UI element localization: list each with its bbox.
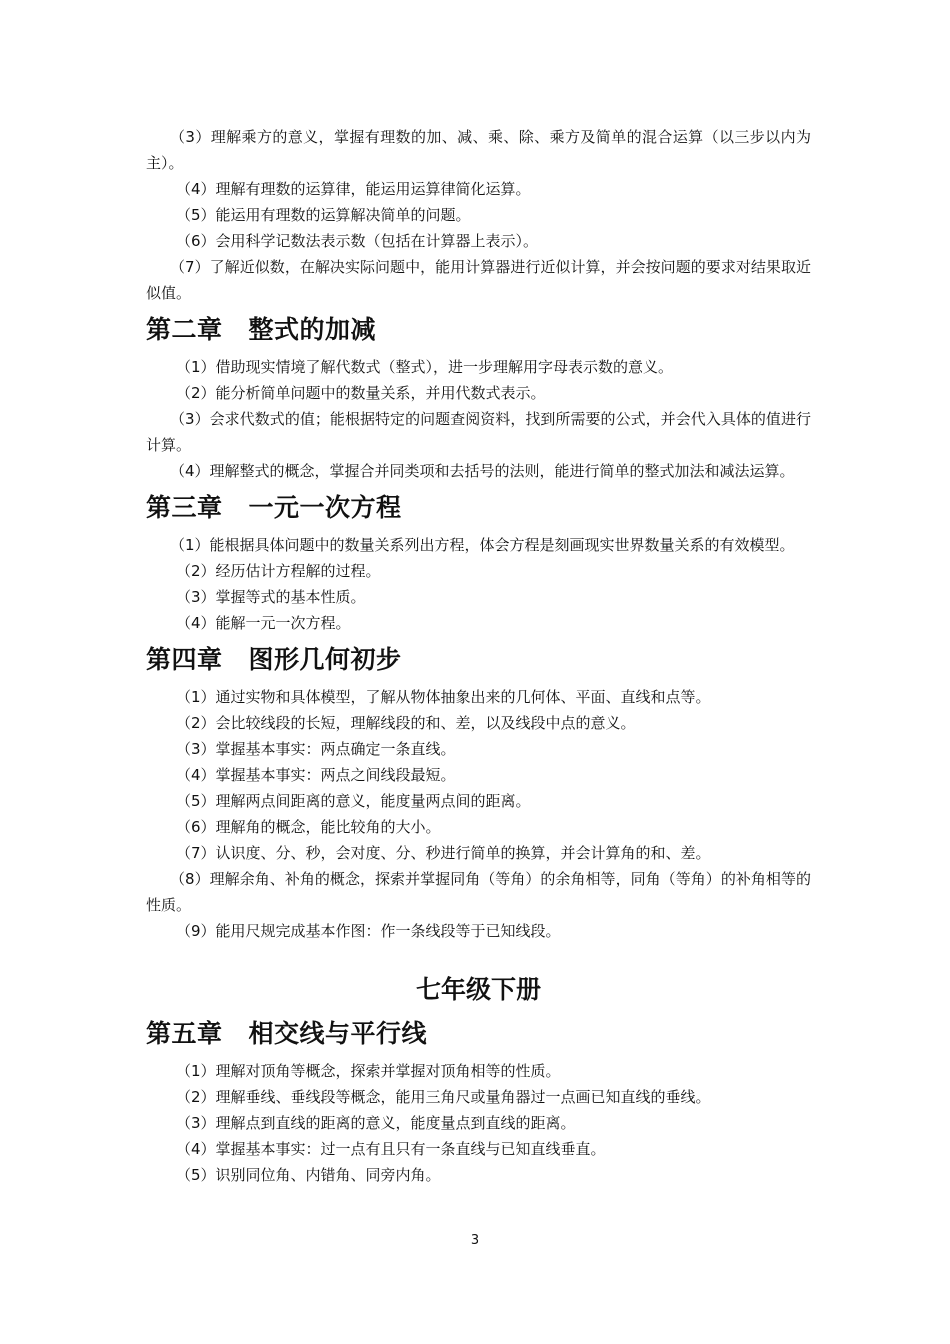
- list-item: （6）理解角的概念，能比较角的大小。: [176, 818, 441, 836]
- list-item: （3）掌握基本事实：两点确定一条直线。: [176, 740, 456, 758]
- chapter-number: 第四章: [146, 645, 223, 674]
- list-item: （1）能根据具体问题中的数量关系列出方程，体会方程是刻画现实世界数量关系的有效模型。: [170, 536, 795, 554]
- list-item: （4）掌握基本事实：过一点有且只有一条直线与已知直线垂直。: [176, 1140, 606, 1158]
- chapter-4-items: [146, 684, 811, 944]
- chapter-number: 第三章: [146, 493, 223, 522]
- chapter-2-items: [146, 354, 811, 484]
- list-item: （1）通过实物和具体模型，了解从物体抽象出来的几何体、平面、直线和点等。: [176, 688, 711, 706]
- page-number: 3: [470, 1233, 480, 1248]
- chapter-title: 一元一次方程: [248, 493, 402, 522]
- list-item: （4）能解一元一次方程。: [176, 614, 351, 632]
- list-item: （6）会用科学记数法表示数（包括在计算器上表示）。: [176, 232, 539, 250]
- list-item: （8）理解余角、补角的概念，探索并掌握同角（等角）的余角相等，同角（等角）的补角相等的性质。: [146, 870, 811, 914]
- chapter-title: 图形几何初步: [248, 645, 402, 674]
- list-item: （4）理解整式的概念，掌握合并同类项和去括号的法则，能进行简单的整式加法和减法运算。: [170, 462, 795, 480]
- list-item: （4）掌握基本事实：两点之间线段最短。: [176, 766, 456, 784]
- list-item: （2）理解垂线、垂线段等概念，能用三角尺或量角器过一点画已知直线的垂线。: [176, 1088, 711, 1106]
- list-item: （1）理解对顶角等概念，探索并掌握对顶角相等的性质。: [176, 1062, 561, 1080]
- chapter-title: 相交线与平行线: [248, 1019, 428, 1048]
- chapter-title: 整式的加减: [248, 315, 377, 344]
- chapter-3-items: [146, 532, 811, 636]
- page-content: [146, 124, 811, 1188]
- chapter-5-heading: [146, 1016, 811, 1052]
- chapter-1-continuation: [146, 124, 811, 306]
- list-item: （9）能用尺规完成基本作图：作一条线段等于已知线段。: [176, 922, 561, 940]
- list-item: （5）能运用有理数的运算解决简单的问题。: [176, 206, 471, 224]
- chapter-5-items: [146, 1058, 811, 1188]
- list-item: （7）认识度、分、秒，会对度、分、秒进行简单的换算，并会计算角的和、差。: [176, 844, 711, 862]
- list-item: （3）理解乘方的意义，掌握有理数的加、减、乘、除、乘方及简单的混合运算（以三步以内为主）。: [146, 128, 811, 172]
- list-item: （5）识别同位角、内错角、同旁内角。: [176, 1166, 441, 1184]
- list-item: （4）理解有理数的运算律，能运用运算律简化运算。: [176, 180, 531, 198]
- list-item: （1）借助现实情境了解代数式（整式），进一步理解用字母表示数的意义。: [176, 358, 674, 376]
- list-item: （5）理解两点间距离的意义，能度量两点间的距离。: [176, 792, 531, 810]
- volume-title: 七年级下册: [415, 975, 541, 1004]
- list-item: （2）会比较线段的长短，理解线段的和、差，以及线段中点的意义。: [176, 714, 636, 732]
- list-item: （3）会求代数式的值；能根据特定的问题查阅资料，找到所需要的公式，并会代入具体的值进行计算。: [146, 410, 811, 454]
- list-item: （2）能分析简单问题中的数量关系，并用代数式表示。: [176, 384, 546, 402]
- list-item: （7）了解近似数，在解决实际问题中，能用计算器进行近似计算，并会按问题的要求对结果取近似值。: [146, 258, 811, 302]
- list-item: （2）经历估计方程解的过程。: [176, 562, 381, 580]
- chapter-4-heading: [146, 642, 811, 678]
- chapter-3-heading: [146, 490, 811, 526]
- chapter-number: 第五章: [146, 1019, 223, 1048]
- list-item: （3）理解点到直线的距离的意义，能度量点到直线的距离。: [176, 1114, 576, 1132]
- list-item: （3）掌握等式的基本性质。: [176, 588, 366, 606]
- chapter-2-heading: [146, 312, 811, 348]
- chapter-number: 第二章: [146, 315, 223, 344]
